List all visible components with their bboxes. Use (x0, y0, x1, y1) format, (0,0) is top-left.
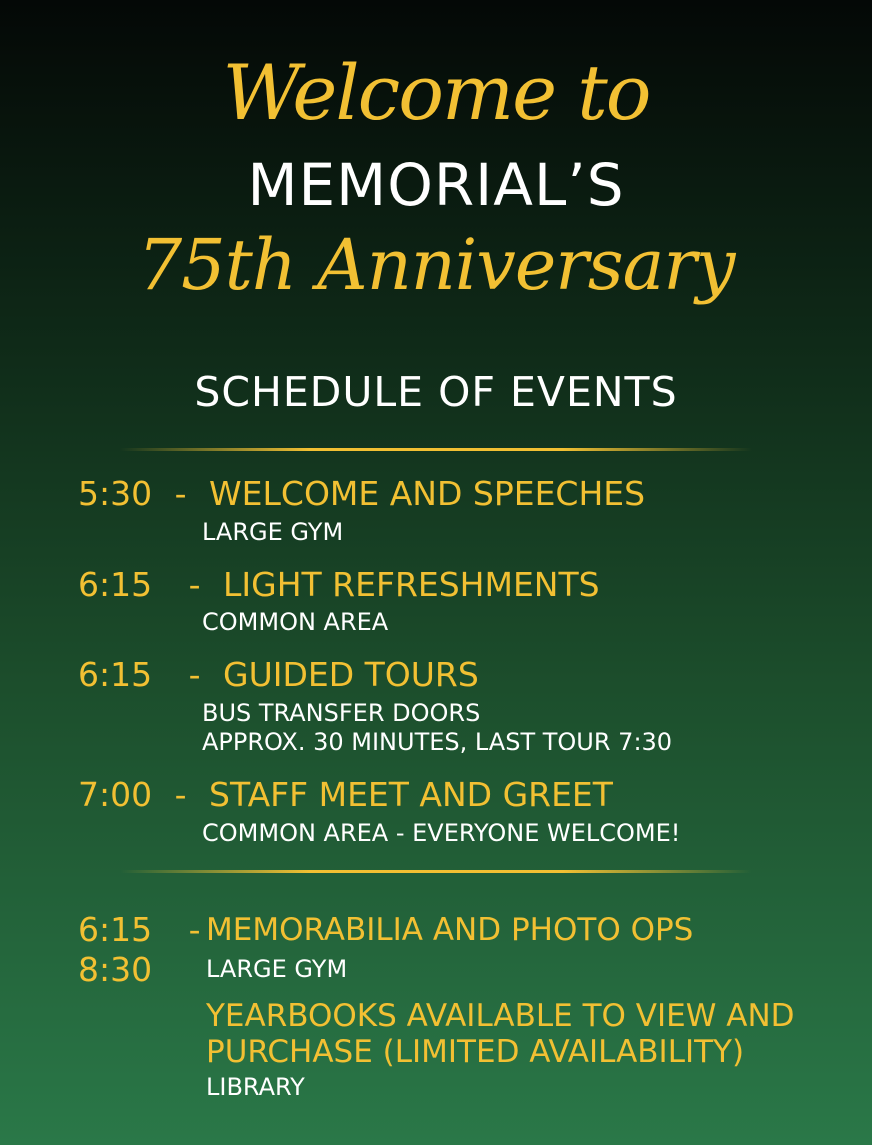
event-time: 5:30 (78, 474, 153, 513)
event-title: MEMORABILIA AND PHOTO OPS (206, 912, 694, 948)
event-title: PURCHASE (LIMITED AVAILABILITY) (206, 1034, 745, 1070)
event-row (78, 775, 613, 815)
event-location: LARGE GYM (202, 518, 344, 546)
event-title: WELCOME AND SPEECHES (209, 474, 646, 513)
schedule-title: SCHEDULE OF EVENTS (194, 368, 678, 416)
all-evening-time-start (78, 910, 201, 950)
event-location: LIBRARY (206, 1073, 305, 1101)
time-end: 8:30 (78, 950, 153, 989)
event-time: 6:15 (78, 655, 153, 694)
time-start: 6:15 (78, 910, 153, 949)
event-title: YEARBOOKS AVAILABLE TO VIEW AND (206, 998, 795, 1034)
gold-divider (120, 870, 752, 873)
event-title: LIGHT REFRESHMENTS (223, 565, 600, 604)
event-dash: - (174, 775, 187, 814)
event-dash: - (188, 655, 201, 694)
event-location: BUS TRANSFER DOORS (202, 699, 481, 727)
event-title: STAFF MEET AND GREET (209, 775, 613, 814)
event-dash: - (188, 565, 201, 604)
event-location: COMMON AREA - EVERYONE WELCOME! (202, 819, 681, 847)
anniversary-heading: 75th Anniversary (137, 224, 735, 306)
event-row (78, 474, 645, 514)
event-title: GUIDED TOURS (223, 655, 479, 694)
event-dash: - (188, 910, 201, 949)
gold-divider (120, 448, 752, 451)
event-row (78, 565, 600, 605)
event-dash: - (174, 474, 187, 513)
event-time: 7:00 (78, 775, 153, 814)
event-note: APPROX. 30 MINUTES, LAST TOUR 7:30 (202, 728, 673, 756)
event-row (78, 655, 479, 695)
event-location: LARGE GYM (206, 955, 348, 983)
welcome-heading: Welcome to (222, 48, 650, 137)
school-name: MEMORIAL’S (247, 151, 625, 219)
event-time: 6:15 (78, 565, 153, 604)
event-location: COMMON AREA (202, 608, 389, 636)
